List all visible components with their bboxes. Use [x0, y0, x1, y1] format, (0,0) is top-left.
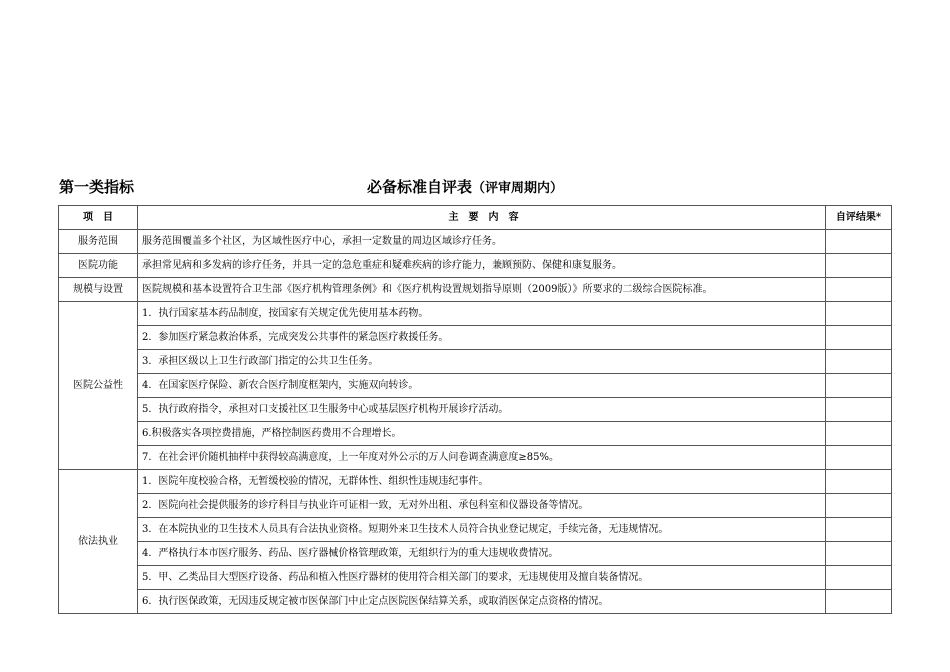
self-evaluation-cell[interactable] [826, 470, 892, 494]
header-content: 主 要 内 容 [138, 206, 826, 230]
self-evaluation-table [58, 205, 892, 614]
self-evaluation-cell[interactable] [826, 398, 892, 422]
table-row [59, 590, 892, 614]
table-row [59, 278, 892, 302]
self-evaluation-cell[interactable] [826, 446, 892, 470]
table-row [59, 254, 892, 278]
table-row [59, 302, 892, 326]
row-content: 4．严格执行本市医疗服务、药品、医疗器械价格管理政策，无组织行为的重大违规收费情况。 [138, 542, 826, 566]
row-content: 6．执行医保政策，无因违反规定被市医保部门中止定点医院医保结算关系，或取消医保定点资格的情况。 [138, 590, 826, 614]
self-evaluation-cell[interactable] [826, 302, 892, 326]
row-content: 医院规模和基本设置符合卫生部《医疗机构管理条例》和《医疗机构设置规划指导原则（2009版）》所要求的二级综合医院标准。 [138, 278, 826, 302]
self-evaluation-cell[interactable] [826, 230, 892, 254]
table-row [59, 398, 892, 422]
table-row [59, 494, 892, 518]
self-evaluation-cell[interactable] [826, 326, 892, 350]
row-content: 1．医院年度校验合格，无暂缓校验的情况，无群体性、组织性违规违纪事件。 [138, 470, 826, 494]
document-title [367, 176, 563, 197]
table-row [59, 326, 892, 350]
self-evaluation-cell[interactable] [826, 254, 892, 278]
table-row [59, 470, 892, 494]
title-main: 必备标准自评表 [367, 178, 473, 196]
self-evaluation-cell[interactable] [826, 518, 892, 542]
table-row [59, 230, 892, 254]
row-content: 5．执行政府指令，承担对口支援社区卫生服务中心或基层医疗机构开展诊疗活动。 [138, 398, 826, 422]
row-content: 5．甲、乙类品目大型医疗设备、药品和植入性医疗器材的使用符合相关部门的要求，无违规使用及擅自装备情况。 [138, 566, 826, 590]
table-row [59, 350, 892, 374]
self-evaluation-cell[interactable] [826, 590, 892, 614]
table-row [59, 518, 892, 542]
row-content: 承担常见病和多发病的诊疗任务，并具一定的急危重症和疑难疾病的诊疗能力，兼顾预防、保健和康复服务。 [138, 254, 826, 278]
self-evaluation-cell[interactable] [826, 374, 892, 398]
row-content: 3．在本院执业的卫生技术人员具有合法执业资格。短期外来卫生技术人员符合执业登记规定，手续完备，无违规情况。 [138, 518, 826, 542]
row-content: 1．执行国家基本药品制度，按国家有关规定优先使用基本药物。 [138, 302, 826, 326]
group-item: 依法执业 [59, 470, 138, 614]
table-row [59, 422, 892, 446]
self-evaluation-cell[interactable] [826, 542, 892, 566]
row-content: 3．承担区级以上卫生行政部门指定的公共卫生任务。 [138, 350, 826, 374]
self-evaluation-cell[interactable] [826, 566, 892, 590]
table-row [59, 374, 892, 398]
title-subtitle: （评审周期内） [472, 181, 564, 196]
row-item: 规模与设置 [59, 278, 138, 302]
row-content: 6.积极落实各项控费措施，严格控制医药费用不合理增长。 [138, 422, 826, 446]
row-content: 4．在国家医疗保险、新农合医疗制度框架内，实施双向转诊。 [138, 374, 826, 398]
header-item: 项 目 [59, 206, 138, 230]
category-label: 第一类指标 [59, 178, 135, 196]
table-row [59, 566, 892, 590]
row-item: 服务范围 [59, 230, 138, 254]
row-content: 7．在社会评价随机抽样中获得较高满意度，上一年度对外公示的万人问卷调查满意度≥85%。 [138, 446, 826, 470]
self-evaluation-cell[interactable] [826, 278, 892, 302]
table-header-row [59, 206, 892, 230]
self-evaluation-cell[interactable] [826, 422, 892, 446]
table-row [59, 446, 892, 470]
row-content: 服务范围覆盖多个社区，为区域性医疗中心，承担一定数量的周边区域诊疗任务。 [138, 230, 826, 254]
row-content: 2．医院向社会提供服务的诊疗科目与执业许可证相一致，无对外出租、承包科室和仪器设备等情况。 [138, 494, 826, 518]
row-item: 医院功能 [59, 254, 138, 278]
page-heading [0, 176, 950, 198]
group-item: 医院公益性 [59, 302, 138, 470]
self-evaluation-cell[interactable] [826, 350, 892, 374]
self-evaluation-cell[interactable] [826, 494, 892, 518]
row-content: 2．参加医疗紧急救治体系，完成突发公共事件的紧急医疗救援任务。 [138, 326, 826, 350]
header-result: 自评结果* [826, 206, 892, 230]
table-row [59, 542, 892, 566]
